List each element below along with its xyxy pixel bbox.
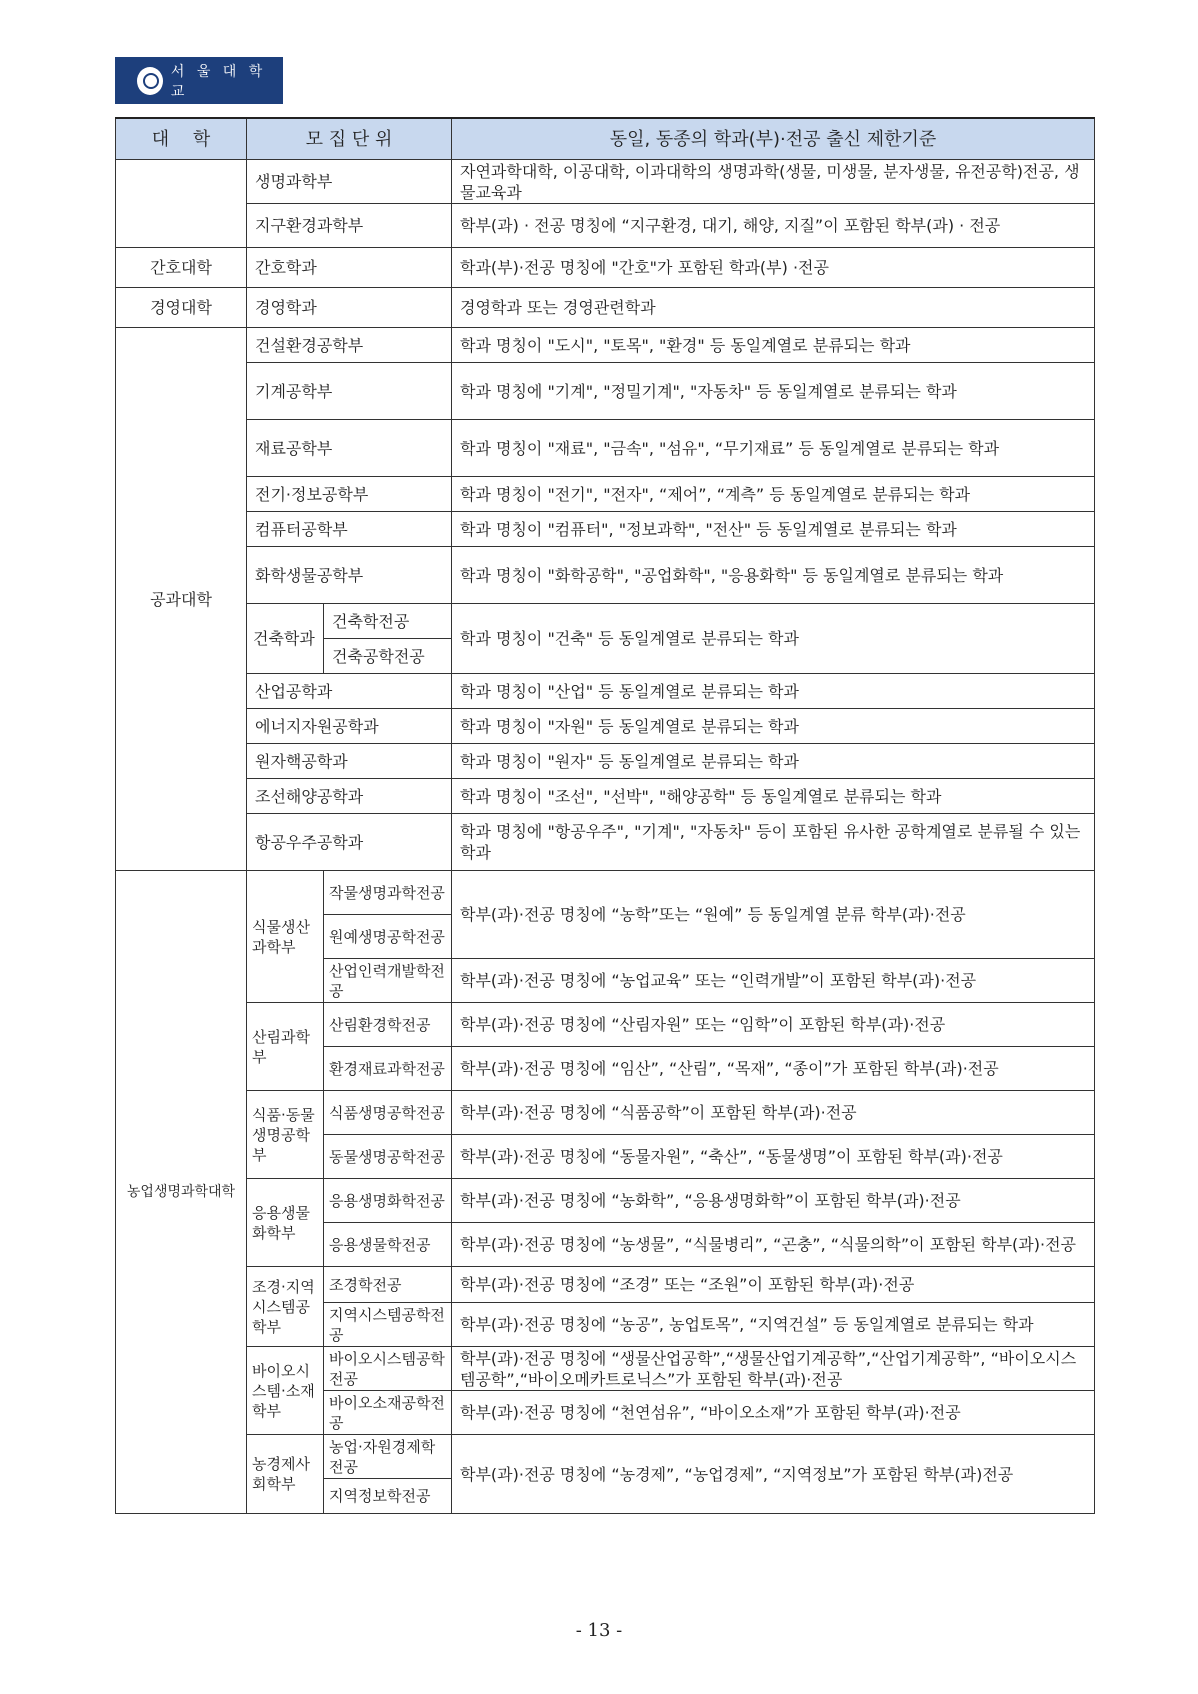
table-row bbox=[116, 420, 1095, 477]
criteria-cell: 경영학과 또는 경영관련학과 bbox=[452, 288, 1095, 328]
university-logo bbox=[115, 57, 283, 104]
college-cell: 경영대학 bbox=[116, 288, 247, 328]
unit-cell: 산림과학부 bbox=[247, 1003, 324, 1091]
header-criteria: 동일, 동종의 학과(부)·전공 출신 제한기준 bbox=[452, 118, 1095, 160]
sub-cell: 응용생명화학전공 bbox=[324, 1179, 452, 1223]
table-row bbox=[116, 512, 1095, 547]
sub-cell: 환경재료과학전공 bbox=[324, 1047, 452, 1091]
sub-cell: 건축학전공 bbox=[324, 604, 452, 639]
table-row bbox=[116, 814, 1095, 871]
unit-cell: 농경제사회학부 bbox=[247, 1435, 324, 1514]
criteria-cell: 학부(과)·전공 명칭에 “농경제”, “농업경제”, “지역정보”가 포함된 학부(과)전공 bbox=[452, 1435, 1095, 1514]
unit-cell: 산업공학과 bbox=[247, 674, 452, 709]
table-row bbox=[116, 1179, 1095, 1223]
header-unit: 모 집 단 위 bbox=[247, 118, 452, 160]
college-cell: 공과대학 bbox=[116, 328, 247, 871]
sub-cell: 지역정보학전공 bbox=[324, 1479, 452, 1514]
criteria-cell: 학과 명칭이 "화학공학", "공업화학", "응용화학" 등 동일계열로 분류되는 학과 bbox=[452, 547, 1095, 604]
criteria-cell: 학과(부)·전공 명칭에 "간호"가 포함된 학과(부) ·전공 bbox=[452, 248, 1095, 288]
criteria-cell: 학부(과)·전공 명칭에 “임산”, “산림”, “목재”, “종이”가 포함된 학부(과)·전공 bbox=[452, 1047, 1095, 1091]
sub-cell: 지역시스템공학전공 bbox=[324, 1303, 452, 1347]
sub-cell: 건축공학전공 bbox=[324, 639, 452, 674]
unit-cell: 건설환경공학부 bbox=[247, 328, 452, 363]
unit-cell: 식물생산과학부 bbox=[247, 871, 324, 1003]
criteria-cell: 학부(과)·전공 명칭에 “동물자원”, “축산”, “동물생명”이 포함된 학부(과)·전공 bbox=[452, 1135, 1095, 1179]
sub-cell: 바이오시스템공학전공 bbox=[324, 1347, 452, 1391]
criteria-cell: 학과 명칭이 "산업" 등 동일계열로 분류되는 학과 bbox=[452, 674, 1095, 709]
criteria-cell: 학과 명칭이 "컴퓨터", "정보과학", "전산" 등 동일계열로 분류되는 학과 bbox=[452, 512, 1095, 547]
table-row bbox=[116, 779, 1095, 814]
sub-cell: 농업·자원경제학전공 bbox=[324, 1435, 452, 1479]
criteria-cell: 학부(과)·전공 명칭에 “산림자원” 또는 “임학”이 포함된 학부(과)·전공 bbox=[452, 1003, 1095, 1047]
criteria-cell: 학부(과) · 전공 명칭에 “지구환경, 대기, 해양, 지질”이 포함된 학부(과) · 전공 bbox=[452, 204, 1095, 248]
restriction-table bbox=[115, 117, 1095, 1514]
seal-icon bbox=[137, 67, 163, 95]
unit-cell: 원자핵공학과 bbox=[247, 744, 452, 779]
sub-cell: 원예생명공학전공 bbox=[324, 915, 452, 959]
table-row bbox=[116, 248, 1095, 288]
unit-cell: 응용생물화학부 bbox=[247, 1179, 324, 1267]
sub-cell: 산업인력개발학전공 bbox=[324, 959, 452, 1003]
unit-cell: 에너지자원공학과 bbox=[247, 709, 452, 744]
criteria-cell: 학부(과)·전공 명칭에 “농화학”, “응용생명화학”이 포함된 학부(과)·전공 bbox=[452, 1179, 1095, 1223]
table-row bbox=[116, 160, 1095, 204]
criteria-cell: 학부(과)·전공 명칭에 “천연섬유”, “바이오소재”가 포함된 학부(과)·전공 bbox=[452, 1391, 1095, 1435]
table-row bbox=[116, 1091, 1095, 1135]
table-row bbox=[116, 1435, 1095, 1479]
criteria-cell: 학부(과)·전공 명칭에 “농공”, 농업토목”, “지역건설” 등 동일계열로 분류되는 학과 bbox=[452, 1303, 1095, 1347]
table-row bbox=[116, 204, 1095, 248]
table-row bbox=[116, 674, 1095, 709]
criteria-cell: 자연과학대학, 이공대학, 이과대학의 생명과학(생물, 미생물, 분자생물, 유전공학)전공, 생물교육과 bbox=[452, 160, 1095, 204]
unit-cell: 지구환경과학부 bbox=[247, 204, 452, 248]
criteria-cell: 학부(과)·전공 명칭에 “농생물”, “식물병리”, “곤충”, “식물의학”이 포함된 학부(과)·전공 bbox=[452, 1223, 1095, 1267]
unit-cell: 화학생물공학부 bbox=[247, 547, 452, 604]
unit-cell: 바이오시스템·소재학부 bbox=[247, 1347, 324, 1435]
sub-cell: 조경학전공 bbox=[324, 1267, 452, 1303]
sub-cell: 동물생명공학전공 bbox=[324, 1135, 452, 1179]
sub-cell: 바이오소재공학전공 bbox=[324, 1391, 452, 1435]
unit-cell: 식품·동물생명공학부 bbox=[247, 1091, 324, 1179]
unit-cell: 경영학과 bbox=[247, 288, 452, 328]
criteria-cell: 학과 명칭이 "자원" 등 동일계열로 분류되는 학과 bbox=[452, 709, 1095, 744]
criteria-cell: 학과 명칭이 "재료", "금속", "섬유", “무기재료” 등 동일계열로 분류되는 학과 bbox=[452, 420, 1095, 477]
page-number: - 13 - bbox=[575, 1620, 623, 1641]
criteria-cell: 학부(과)·전공 명칭에 “농학”또는 “원예” 등 동일계열 분류 학부(과)·전공 bbox=[452, 871, 1095, 959]
criteria-cell: 학과 명칭이 "전기", "전자", “제어”, “계측” 등 동일계열로 분류되는 학과 bbox=[452, 477, 1095, 512]
unit-cell: 재료공학부 bbox=[247, 420, 452, 477]
criteria-cell: 학부(과)·전공 명칭에 “식품공학”이 포함된 학부(과)·전공 bbox=[452, 1091, 1095, 1135]
criteria-cell: 학과 명칭이 "건축" 등 동일계열로 분류되는 학과 bbox=[452, 604, 1095, 674]
sub-cell: 식품생명공학전공 bbox=[324, 1091, 452, 1135]
table-row bbox=[116, 328, 1095, 363]
table-row bbox=[116, 1267, 1095, 1303]
table-header-row bbox=[116, 118, 1095, 160]
unit-cell: 항공우주공학과 bbox=[247, 814, 452, 871]
logo-text: 서 울 대 학 교 bbox=[170, 63, 267, 100]
sub-cell: 작물생명과학전공 bbox=[324, 871, 452, 915]
criteria-cell: 학부(과)·전공 명칭에 “농업교육” 또는 “인력개발”이 포함된 학부(과)·전공 bbox=[452, 959, 1095, 1003]
criteria-cell: 학과 명칭이 "도시", "토목", "환경" 등 동일계열로 분류되는 학과 bbox=[452, 328, 1095, 363]
unit-cell: 컴퓨터공학부 bbox=[247, 512, 452, 547]
table-row bbox=[116, 871, 1095, 915]
unit-cell: 조경·지역시스템공학부 bbox=[247, 1267, 324, 1347]
sub-cell: 산림환경학전공 bbox=[324, 1003, 452, 1047]
college-cell: 간호대학 bbox=[116, 248, 247, 288]
unit-cell: 건축학과 bbox=[247, 604, 324, 674]
criteria-cell: 학과 명칭이 "조선", "선박", "해양공학" 등 동일계열로 분류되는 학과 bbox=[452, 779, 1095, 814]
table-row bbox=[116, 1003, 1095, 1047]
sub-cell: 응용생물학전공 bbox=[324, 1223, 452, 1267]
table-row bbox=[116, 1347, 1095, 1391]
criteria-cell: 학과 명칭이 "원자" 등 동일계열로 분류되는 학과 bbox=[452, 744, 1095, 779]
unit-cell: 조선해양공학과 bbox=[247, 779, 452, 814]
header-college: 대 학 bbox=[116, 118, 247, 160]
unit-cell: 생명과학부 bbox=[247, 160, 452, 204]
criteria-cell: 학과 명칭에 "항공우주", "기계", "자동차" 등이 포함된 유사한 공학계열로 분류될 수 있는 학과 bbox=[452, 814, 1095, 871]
criteria-cell: 학과 명칭에 "기계", "정밀기계", "자동차" 등 동일계열로 분류되는 학과 bbox=[452, 363, 1095, 420]
table-row bbox=[116, 604, 1095, 639]
table-row bbox=[116, 547, 1095, 604]
college-cell bbox=[116, 160, 247, 248]
criteria-cell: 학부(과)·전공 명칭에 “생물산업공학”,“생물산업기계공학”,“산업기계공학”, “바이오시스템공학”,“바이오메카트로닉스”가 포함된 학부(과)·전공 bbox=[452, 1347, 1095, 1391]
table-row bbox=[116, 288, 1095, 328]
unit-cell: 간호학과 bbox=[247, 248, 452, 288]
table-row bbox=[116, 744, 1095, 779]
criteria-cell: 학부(과)·전공 명칭에 “조경” 또는 “조원”이 포함된 학부(과)·전공 bbox=[452, 1267, 1095, 1303]
unit-cell: 기계공학부 bbox=[247, 363, 452, 420]
table-row bbox=[116, 363, 1095, 420]
table-row bbox=[116, 709, 1095, 744]
unit-cell: 전기·정보공학부 bbox=[247, 477, 452, 512]
table-row bbox=[116, 477, 1095, 512]
college-cell: 농업생명과학대학 bbox=[116, 871, 247, 1514]
